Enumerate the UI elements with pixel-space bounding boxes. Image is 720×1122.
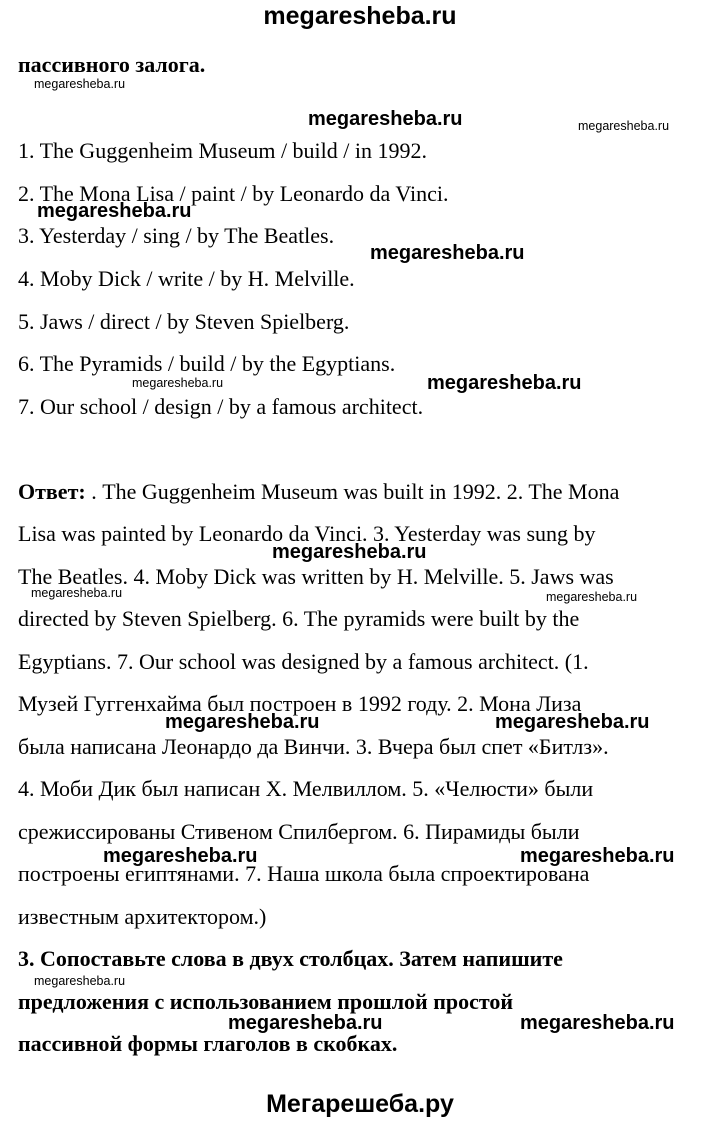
answer-label: Ответ: [18,479,86,504]
watermark-small: megaresheba.ru [34,974,126,988]
watermark-large: megaresheba.ru [520,1012,675,1034]
watermark-large: megaresheba.ru [370,242,525,264]
watermark-small: megaresheba.ru [34,77,126,91]
exercise-item-4: 4. Moby Dick / write / by H. Melville. [18,266,355,291]
exercise-item-6: 6. The Pyramids / build / by the Egyptians. [18,351,396,376]
exercise-item-1: 1. The Guggenheim Museum / build / in 1992. [18,138,428,163]
answer-line-6: Музей Гуггенхайма был построен в 1992 году. 2. Мона Лиза [18,691,582,716]
watermark-small: megaresheba.ru [546,590,638,604]
task3-line-2: предложения с использованием прошлой простой [18,989,514,1014]
watermark-small: megaresheba.ru [31,586,123,600]
watermark-large: megaresheba.ru [165,711,320,733]
watermark-large: megaresheba.ru [495,711,650,733]
exercise-item-2: 2. The Mona Lisa / paint / by Leonardo da Vinci. [18,181,449,206]
site-footer: Мегарешеба.ру [266,1090,454,1118]
answer-line-1-text: . The Guggenheim Museum was built in 1992. 2. The Mona [85,479,620,504]
task3-line-3: пассивной формы глаголов в скобках. [18,1031,398,1056]
watermark-small: megaresheba.ru [132,376,224,390]
exercise-item-5: 5. Jaws / direct / by Steven Spielberg. [18,309,350,334]
watermark-large: megaresheba.ru [228,1012,383,1034]
answer-line-8: 4. Моби Дик был написан Х. Мелвиллом. 5. «Челюсти» были [18,776,594,801]
site-header: megaresheba.ru [263,2,457,30]
task3-line-1: 3. Сопоставьте слова в двух столбцах. Затем напишите [18,946,563,971]
watermark-small: megaresheba.ru [578,119,670,133]
answer-line-3: The Beatles. 4. Moby Dick was written by H. Melville. 5. Jaws was [18,564,614,589]
answer-line-5: Egyptians. 7. Our school was designed by a famous architect. (1. [18,649,589,674]
watermark-large: megaresheba.ru [272,541,427,563]
answer-line-1 [18,479,619,505]
answer-line-11: известным архитектором.) [18,904,267,929]
intro-tail: пассивного залога. [18,52,206,77]
answer-line-7: была написана Леонардо да Винчи. 3. Вчера был спет «Битлз». [18,734,609,759]
answer-line-9: срежиссированы Стивеном Спилбергом. 6. Пирамиды были [18,819,580,844]
watermark-large: megaresheba.ru [103,845,258,867]
exercise-item-7: 7. Our school / design / by a famous architect. [18,394,424,419]
watermark-large: megaresheba.ru [308,108,463,130]
answer-line-4: directed by Steven Spielberg. 6. The pyramids were built by the [18,606,580,631]
watermark-large: megaresheba.ru [520,845,675,867]
answer-line-10: построены египтянами. 7. Наша школа была спроектирована [18,861,590,886]
watermark-large: megaresheba.ru [427,372,582,394]
watermark-large: megaresheba.ru [37,200,192,222]
exercise-item-3: 3. Yesterday / sing / by The Beatles. [18,223,335,248]
answer-line-2: Lisa was painted by Leonardo da Vinci. 3. Yesterday was sung by [18,521,596,546]
